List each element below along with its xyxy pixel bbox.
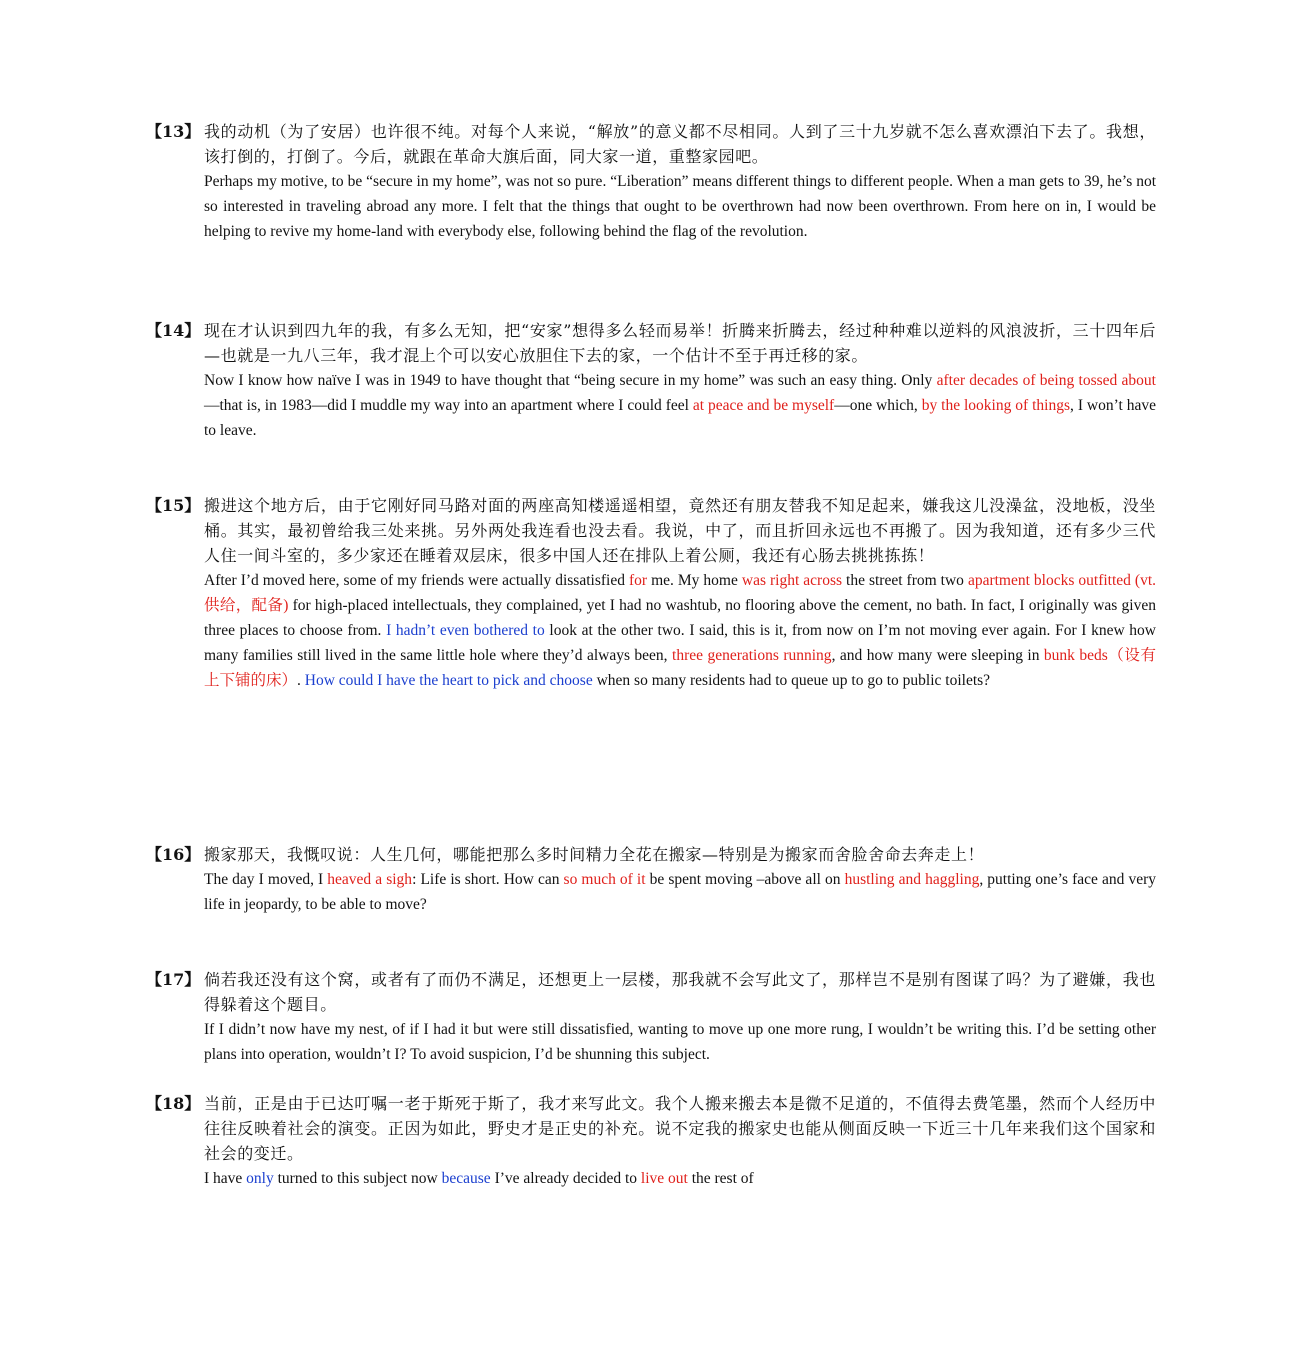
paragraph-18	[0, 1091, 1296, 1191]
highlight-phrase: at peace and be myself	[692, 397, 835, 414]
text-run: , I won’t have to leave.	[204, 397, 1156, 439]
highlight-phrase: live out	[640, 1170, 688, 1187]
paragraph-15	[0, 493, 1296, 693]
chinese-text: 搬进这个地方后，由于它刚好同马路对面的两座高知楼遥遥相望，竟然还有朋友替我不知足起来，嫌我这儿没澡盆，没地板，没坐桶。其实，最初曾给我三处来挑。另外两处我连看也没去看。我说，中了，而且折回永远也不再搬了。因为我知道，还有多少三代人住一间斗室的，多少家还在睡着双层床，很多中国人还在排队上着公厕，我还有心肠去挑挑拣拣！	[204, 496, 1156, 565]
paragraph-17	[0, 967, 1296, 1067]
english-text	[204, 368, 1156, 443]
english-text	[204, 1166, 1156, 1191]
text-run: , putting one’s face and very life in jeopardy, to be able to move?	[204, 871, 1156, 913]
text-run: the street from two	[842, 572, 968, 589]
paragraph-13	[0, 119, 1296, 244]
text-run: look at the other two. I said, this is it, from now on I’m not moving ever again. For I knew how many families still lived in the same little hole where they’d always been,	[204, 622, 1156, 664]
highlight-phrase: three generations running	[672, 647, 832, 664]
text-run: —one which,	[834, 397, 922, 414]
paragraph-number: 【14】	[146, 321, 201, 340]
text-run: The day I moved, I	[204, 871, 328, 888]
highlight-phrase: was right across	[741, 572, 843, 589]
text-run: me. My home	[647, 572, 742, 589]
text-run: be spent moving –above all on	[645, 871, 845, 888]
highlight-phrase: only	[246, 1170, 274, 1187]
text-run: .	[297, 672, 305, 689]
english-text	[204, 169, 1156, 244]
highlight-phrase: so much of it	[563, 871, 646, 888]
highlight-phrase: bunk beds（设有上下铺的床）	[204, 647, 1156, 689]
paragraph-number: 【15】	[146, 496, 201, 515]
highlight-phrase: apartment blocks outfitted (vt.供给，配备)	[204, 572, 1157, 614]
chinese-text: 现在才认识到四九年的我，有多么无知，把“安家”想得多么轻而易举！折腾来折腾去，经过种种难以逆料的风浪波折，三十四年后—也就是一九八三年，我才混上个可以安心放胆住下去的家，一个估计不至于再迁移的家。	[204, 321, 1156, 365]
chinese-text: 搬家那天，我慨叹说：人生几何，哪能把那么多时间精力全花在搬家—特别是为搬家而舍脸舍命去奔走上！	[204, 845, 985, 864]
paragraph-number: 【13】	[146, 122, 201, 141]
paragraph-number: 【18】	[146, 1094, 201, 1113]
text-run: for high-placed intellectuals, they complained, yet I had no washtub, no flooring above the cement, no bath. In fact, I originally was given three places to choose from.	[204, 597, 1156, 639]
paragraph-number: 【17】	[146, 970, 201, 989]
highlight-phrase: for	[628, 572, 648, 589]
english-text	[204, 867, 1156, 917]
highlight-phrase: hustling and haggling	[844, 871, 980, 888]
text-run: turned to this subject now	[273, 1170, 442, 1187]
highlight-phrase: after decades of being tossed about	[936, 372, 1156, 389]
paragraph-14	[0, 318, 1296, 443]
highlight-phrase: heaved a sigh	[327, 871, 413, 888]
english-text	[204, 568, 1156, 693]
text-run: After I’d moved here, some of my friends were actually dissatisfied	[204, 572, 629, 589]
text-run: If I didn’t now have my nest, of if I had it but were still dissatisfied, wanting to move up one more rung, I wouldn’t be writing this. I’d be setting other plans into operation, wouldn’t I? To avoid suspicion, I’d be shunning this subject.	[204, 1021, 1156, 1063]
chinese-text: 倘若我还没有这个窝，或者有了而仍不满足，还想更上一层楼，那我就不会写此文了，那样岂不是别有图谋了吗？为了避嫌，我也得躲着这个题目。	[204, 970, 1156, 1014]
text-run: —that is, in 1983—did I muddle my way into an apartment where I could feel	[204, 397, 693, 414]
highlight-phrase: by the looking of things	[921, 397, 1071, 414]
text-run: Now I know how naïve I was in 1949 to have thought that “being secure in my home” was such an easy thing. Only	[204, 372, 937, 389]
english-text	[204, 1017, 1156, 1067]
text-run: when so many residents had to queue up to go to public toilets?	[592, 672, 991, 689]
text-run: I have	[204, 1170, 247, 1187]
chinese-text: 我的动机（为了安居）也许很不纯。对每个人来说，“解放”的意义都不尽相同。人到了三十九岁就不怎么喜欢漂泊下去了。我想，该打倒的，打倒了。今后，就跟在革命大旗后面，同大家一道，重整家园吧。	[204, 122, 1156, 166]
highlight-phrase: How could I have the heart to pick and choose	[304, 672, 593, 689]
chinese-text: 当前，正是由于已达叮嘱一老于斯死于斯了，我才来写此文。我个人搬来搬去本是微不足道的，不值得去费笔墨，然而个人经历中往往反映着社会的演变。正因为如此，野史才是正史的补充。说不定我的搬家史也能从侧面反映一下近三十几年来我们这个国家和社会的变迁。	[204, 1094, 1156, 1163]
highlight-phrase: I hadn’t even bothered to	[386, 622, 545, 639]
text-run: Perhaps my motive, to be “secure in my home”, was not so pure. “Liberation” means different things to different people. When a man gets to 39, he’s not so interested in traveling abroad any more. I felt that the things that ought to be overthrown had now been overthrown. From here on in, I would be helping to revive my home-land with everybody else, following behind the flag of the revolution.	[204, 173, 1156, 240]
text-run: the rest of	[687, 1170, 754, 1187]
text-run: , and how many were sleeping in	[831, 647, 1044, 664]
paragraph-16	[0, 842, 1296, 917]
paragraph-number: 【16】	[146, 845, 201, 864]
text-run: I’ve already decided to	[490, 1170, 641, 1187]
highlight-phrase: because	[441, 1170, 491, 1187]
text-run: : Life is short. How can	[412, 871, 564, 888]
